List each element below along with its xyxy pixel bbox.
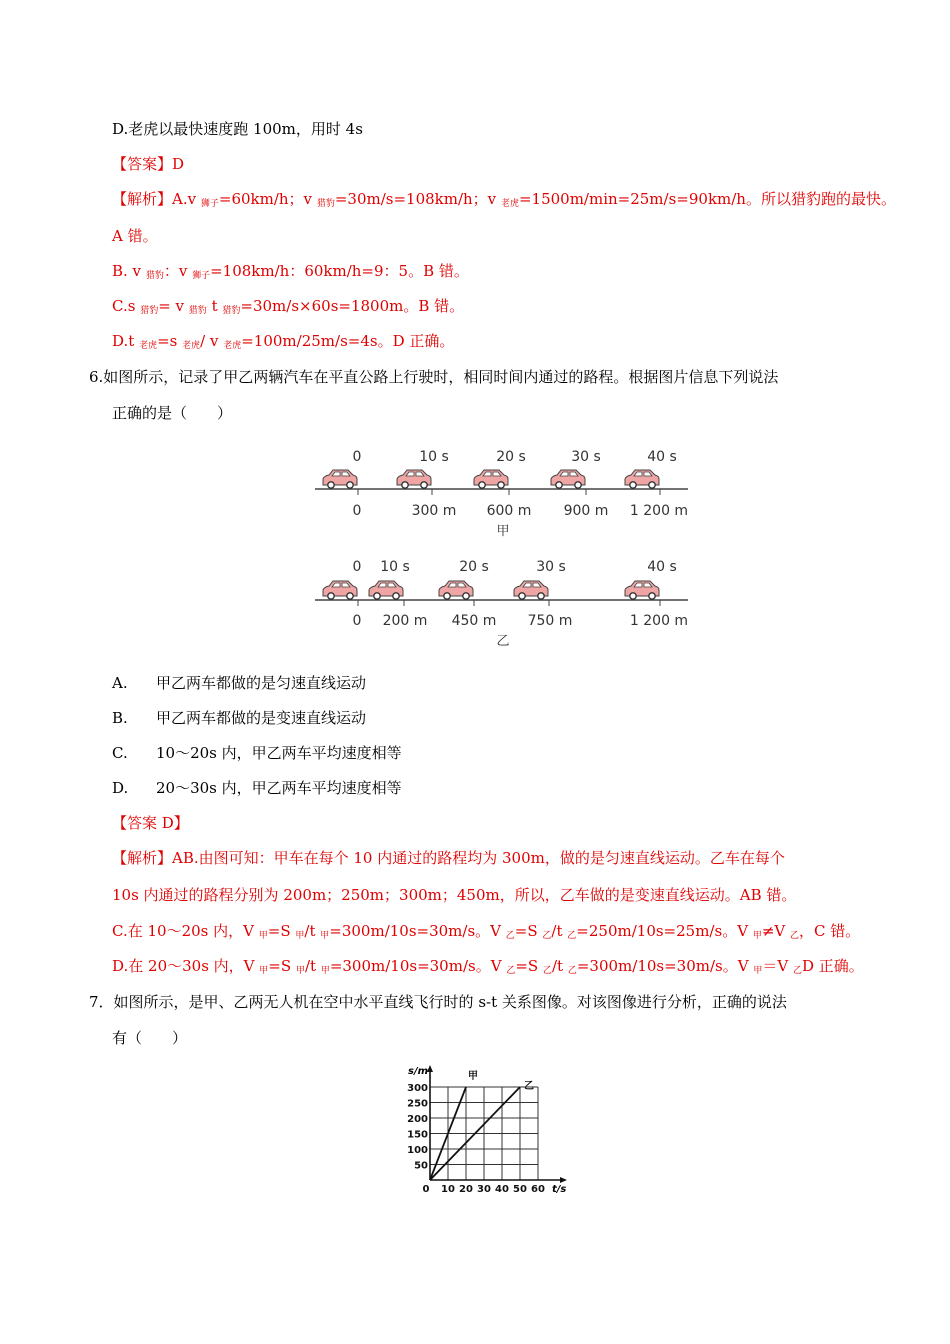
- yi-car-30s: [514, 581, 548, 599]
- q7-stem-line2: 有（ ）: [112, 1029, 188, 1047]
- jia-label: 甲: [496, 524, 510, 539]
- q6-analysis-line2: 10s 内通过的路程分别为 200m；250m；300m；450m，所以，乙车做的是变速直线运动。AB 错。: [112, 886, 797, 904]
- yi-time-0: 0: [352, 559, 362, 575]
- y-axis-label: s/m: [408, 1066, 429, 1077]
- q5-analysis-b: B. v $_{猎豹}$：v $_{狮子}$=108km/h：60km/h=9：5。B 错。: [112, 262, 469, 281]
- st-graph: [400, 1062, 580, 1207]
- x-tick-label-1: 10: [441, 1184, 455, 1195]
- jia-time-1: 10 s: [419, 449, 449, 465]
- x-axis-arrow: [560, 1177, 567, 1183]
- q6-option-a: A. 甲乙两车都做的是匀速直线运动: [112, 674, 367, 692]
- jia-car-40s: [625, 470, 659, 488]
- q6-option-d: D. 20～30s 内，甲乙两车平均速度相等: [112, 779, 402, 797]
- yi-time-3: 30 s: [536, 559, 566, 575]
- q5-analysis-c: C.s $_{猎豹}$= v $_{猎豹}$ t $_{猎豹}$=30m/s×60s=1800m。B 错。: [112, 297, 465, 316]
- y-tick-label-5: 300: [407, 1083, 428, 1094]
- q5-option-d: D.老虎以最快速度跑 100m，用时 4s: [112, 120, 363, 138]
- q6-option-c: C. 10～20s 内，甲乙两车平均速度相等: [112, 744, 402, 762]
- yi-dist-4: 1 200 m: [629, 613, 689, 629]
- x-tick-label-6: 60: [531, 1184, 545, 1195]
- yi-car-20s: [439, 581, 473, 599]
- q6-analysis-line1: 【解析】AB.由图可知：甲车在每个 10 内通过的路程均为 300m，做的是匀速直线运动。乙车在每个: [112, 849, 785, 867]
- yi-dist-1: 200 m: [382, 613, 428, 629]
- x-tick-label-5: 50: [513, 1184, 527, 1195]
- chart-grid: [430, 1087, 538, 1180]
- jia-time-0: 0: [352, 449, 362, 465]
- yi-label: 乙: [496, 634, 510, 649]
- x-tick-label-3: 30: [477, 1184, 491, 1195]
- jia-dist-0: 0: [352, 503, 362, 519]
- yi-car-0: [323, 581, 357, 599]
- y-tick-label-0: 50: [414, 1160, 428, 1172]
- y-tick-label-4: 250: [407, 1098, 428, 1110]
- yi-time-2: 20 s: [459, 559, 489, 575]
- jia-car-0: [323, 470, 357, 488]
- jia-dist-3: 900 m: [563, 503, 609, 519]
- jia-dist-4: 1 200 m: [629, 503, 689, 519]
- chart-ticks: [407, 1083, 545, 1195]
- jia-car-20s: [474, 470, 508, 488]
- yi-dist-2: 450 m: [451, 613, 497, 629]
- x-tick-label-4: 40: [495, 1184, 509, 1195]
- q5-analysis-a-line2: A 错。: [112, 227, 158, 245]
- q5-analysis-d: D.t $_{老虎}$=s $_{老虎}$/ v $_{老虎}$=100m/25m/s=4s。D 正确。: [112, 332, 455, 351]
- series-label-1: 乙: [524, 1081, 534, 1092]
- yi-time-4: 40 s: [647, 559, 677, 575]
- jia-dist-1: 300 m: [411, 503, 457, 519]
- yi-time-1: 10 s: [380, 559, 410, 575]
- jia-row: [315, 449, 688, 539]
- jia-car-30s: [551, 470, 585, 488]
- y-tick-label-2: 150: [407, 1129, 428, 1141]
- q5-answer: 【答案】D: [112, 155, 185, 173]
- q6-analysis-line4: D.在 20～30s 内，V $_甲$=S $_甲$/t $_甲$=300m/10s=30m/s。V $_乙$=S $_乙$/t $_乙$=300m/10s=30m/s。V $_甲$＝V $_乙$D 正确。: [112, 957, 864, 976]
- q6-analysis-line3: C.在 10～20s 内，V $_甲$=S $_甲$/t $_甲$=300m/10s=30m/s。V $_乙$=S $_乙$/t $_乙$=250m/10s=25m/s。V $_甲$≠V $_乙$，C 错。: [112, 922, 861, 941]
- y-tick-label-3: 200: [407, 1114, 428, 1125]
- q7-stem-line1: 7．如图所示，是甲、乙两无人机在空中水平直线飞行时的 s-t 关系图像。对该图像进行分析，正确的说法: [89, 993, 787, 1011]
- yi-dist-0: 0: [352, 613, 362, 629]
- yi-car-40s: [625, 581, 659, 599]
- q6-stem-line2: 正确的是（ ）: [112, 404, 233, 422]
- q6-option-b: B. 甲乙两车都做的是变速直线运动: [112, 709, 367, 727]
- jia-time-3: 30 s: [571, 449, 601, 465]
- jia-time-2: 20 s: [496, 449, 526, 465]
- x-tick-label-2: 20: [459, 1184, 473, 1195]
- q6-stem-line1: 6.如图所示，记录了甲乙两辆汽车在平直公路上行驶时，相同时间内通过的路程。根据图片信息下列说法: [89, 368, 779, 386]
- yi-car-10s: [369, 581, 403, 599]
- q5-analysis-a-line1: 【解析】A.v $_{狮子}$=60km/h；v $_{猎豹}$=30m/s=108km/h；v $_{老虎}$=1500m/min=25m/s=90km/h。所以猎豹跑的最快。: [112, 190, 896, 209]
- q6-answer: 【答案 D】: [112, 814, 189, 832]
- series-label-0: 甲: [468, 1071, 478, 1082]
- x-tick-label-0: 0: [422, 1184, 430, 1195]
- yi-dist-3: 750 m: [527, 613, 573, 629]
- y-tick-label-1: 100: [407, 1145, 428, 1156]
- jia-car-10s: [397, 470, 431, 488]
- q6-motion-figure: [310, 440, 700, 650]
- jia-dist-2: 600 m: [486, 503, 532, 519]
- x-axis-label: t/s: [552, 1184, 567, 1195]
- yi-row: [315, 559, 688, 649]
- jia-time-4: 40 s: [647, 449, 677, 465]
